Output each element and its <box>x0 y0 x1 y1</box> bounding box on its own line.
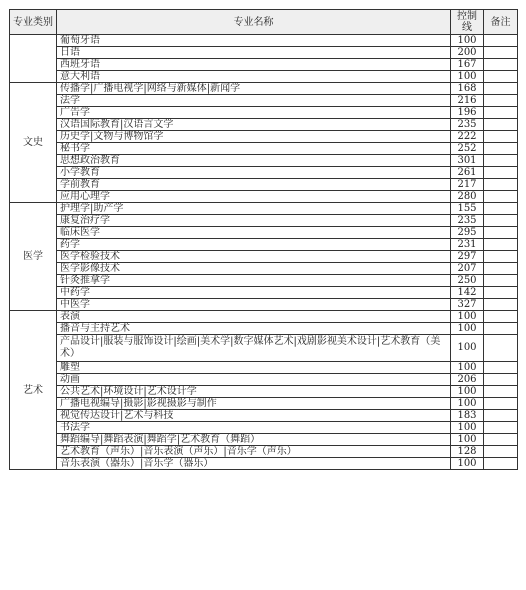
note-cell <box>484 398 518 410</box>
major-name-cell: 广告学 <box>57 107 451 119</box>
note-cell <box>484 47 518 59</box>
score-cell: 261 <box>451 167 484 179</box>
admission-score-table-container <box>9 9 517 470</box>
table-row <box>10 35 518 47</box>
table-row <box>10 155 518 167</box>
note-cell <box>484 191 518 203</box>
note-cell <box>484 215 518 227</box>
note-cell <box>484 374 518 386</box>
score-cell: 250 <box>451 275 484 287</box>
table-row <box>10 263 518 275</box>
major-name-cell: 护理学|助产学 <box>57 203 451 215</box>
score-cell: 206 <box>451 374 484 386</box>
score-cell: 216 <box>451 95 484 107</box>
table-row <box>10 203 518 215</box>
score-cell: 217 <box>451 179 484 191</box>
score-cell: 100 <box>451 335 484 362</box>
note-cell <box>484 35 518 47</box>
note-cell <box>484 323 518 335</box>
note-cell <box>484 362 518 374</box>
note-cell <box>484 386 518 398</box>
note-cell <box>484 95 518 107</box>
score-cell: 100 <box>451 35 484 47</box>
table-row <box>10 215 518 227</box>
score-cell: 222 <box>451 131 484 143</box>
note-cell <box>484 71 518 83</box>
note-cell <box>484 203 518 215</box>
category-header: 专业类别 <box>10 10 57 35</box>
note-cell <box>484 131 518 143</box>
table-row <box>10 47 518 59</box>
table-row <box>10 458 518 470</box>
table-row <box>10 167 518 179</box>
table-body <box>10 35 518 470</box>
note-cell <box>484 299 518 311</box>
major-name-cell: 医学影像技术 <box>57 263 451 275</box>
score-cell: 295 <box>451 227 484 239</box>
table-row <box>10 239 518 251</box>
table-row <box>10 131 518 143</box>
table-row <box>10 83 518 95</box>
table-row <box>10 422 518 434</box>
table-row <box>10 398 518 410</box>
note-cell <box>484 434 518 446</box>
major-name-cell: 葡萄牙语 <box>57 35 451 47</box>
table-row <box>10 410 518 422</box>
table-row <box>10 323 518 335</box>
score-cell: 168 <box>451 83 484 95</box>
note-cell <box>484 410 518 422</box>
table-row <box>10 179 518 191</box>
score-cell: 100 <box>451 458 484 470</box>
table-row <box>10 335 518 362</box>
note-cell <box>484 59 518 71</box>
score-cell: 183 <box>451 410 484 422</box>
score-cell: 100 <box>451 71 484 83</box>
major-name-cell: 广播电视编导|摄影|影视摄影与制作 <box>57 398 451 410</box>
major-name-cell: 播音与主持艺术 <box>57 323 451 335</box>
major-name-cell: 中药学 <box>57 287 451 299</box>
note-cell <box>484 107 518 119</box>
table-row <box>10 446 518 458</box>
score-cell: 100 <box>451 434 484 446</box>
table-row <box>10 362 518 374</box>
major-name-cell: 舞蹈编导|舞蹈表演|舞蹈学|艺术教育（舞蹈） <box>57 434 451 446</box>
table-row <box>10 119 518 131</box>
major-name-cell: 日语 <box>57 47 451 59</box>
major-name-cell: 中医学 <box>57 299 451 311</box>
major-name-cell: 思想政治教育 <box>57 155 451 167</box>
note-cell <box>484 335 518 362</box>
note-cell <box>484 263 518 275</box>
major-name-cell: 历史学|文物与博物馆学 <box>57 131 451 143</box>
score-cell: 327 <box>451 299 484 311</box>
table-row <box>10 107 518 119</box>
note-cell <box>484 311 518 323</box>
table-row <box>10 59 518 71</box>
major-header: 专业名称 <box>57 10 451 35</box>
note-cell <box>484 422 518 434</box>
score-cell: 100 <box>451 422 484 434</box>
major-name-cell: 康复治疗学 <box>57 215 451 227</box>
note-cell <box>484 239 518 251</box>
table-row <box>10 275 518 287</box>
score-cell: 297 <box>451 251 484 263</box>
score-cell: 100 <box>451 398 484 410</box>
table-row <box>10 95 518 107</box>
major-name-cell: 传播学|广播电视学|网络与新媒体|新闻学 <box>57 83 451 95</box>
note-cell <box>484 446 518 458</box>
note-cell <box>484 458 518 470</box>
major-name-cell: 雕塑 <box>57 362 451 374</box>
score-cell: 100 <box>451 323 484 335</box>
note-cell <box>484 83 518 95</box>
major-name-cell: 法学 <box>57 95 451 107</box>
table-row <box>10 251 518 263</box>
table-row <box>10 143 518 155</box>
major-name-cell: 公共艺术|环境设计|艺术设计学 <box>57 386 451 398</box>
table-row <box>10 71 518 83</box>
major-name-cell: 西班牙语 <box>57 59 451 71</box>
score-cell: 207 <box>451 263 484 275</box>
major-name-cell: 产品设计|服装与服饰设计|绘画|美术学|数字媒体艺术|戏剧影视美术设计|艺术教育（美术） <box>57 335 451 362</box>
table-row <box>10 299 518 311</box>
table-row <box>10 191 518 203</box>
major-name-cell: 意大利语 <box>57 71 451 83</box>
category-cell: 医学 <box>10 203 57 311</box>
score-cell: 128 <box>451 446 484 458</box>
score-cell: 155 <box>451 203 484 215</box>
note-cell <box>484 155 518 167</box>
score-cell: 167 <box>451 59 484 71</box>
score-cell: 280 <box>451 191 484 203</box>
table-row <box>10 434 518 446</box>
note-header: 备注 <box>484 10 518 35</box>
major-name-cell: 针灸推拿学 <box>57 275 451 287</box>
note-cell <box>484 251 518 263</box>
major-name-cell: 学前教育 <box>57 179 451 191</box>
score-cell: 231 <box>451 239 484 251</box>
table-row <box>10 374 518 386</box>
note-cell <box>484 119 518 131</box>
table-row <box>10 311 518 323</box>
note-cell <box>484 287 518 299</box>
major-name-cell: 艺术教育（声乐）|音乐表演（声乐）|音乐学（声乐） <box>57 446 451 458</box>
category-cell: 文史 <box>10 83 57 203</box>
score-cell: 235 <box>451 119 484 131</box>
major-name-cell: 书法学 <box>57 422 451 434</box>
score-cell: 235 <box>451 215 484 227</box>
score-cell: 200 <box>451 47 484 59</box>
major-name-cell: 小学教育 <box>57 167 451 179</box>
category-cell: 艺术 <box>10 311 57 470</box>
table-row <box>10 386 518 398</box>
note-cell <box>484 167 518 179</box>
header-row <box>10 10 518 35</box>
major-name-cell: 秘书学 <box>57 143 451 155</box>
score-cell: 196 <box>451 107 484 119</box>
note-cell <box>484 179 518 191</box>
major-name-cell: 视觉传达设计|艺术与科技 <box>57 410 451 422</box>
major-name-cell: 药学 <box>57 239 451 251</box>
major-name-cell: 表演 <box>57 311 451 323</box>
score-cell: 100 <box>451 386 484 398</box>
score-cell: 100 <box>451 311 484 323</box>
admission-score-table <box>9 9 518 470</box>
table-row <box>10 227 518 239</box>
note-cell <box>484 275 518 287</box>
note-cell <box>484 143 518 155</box>
major-name-cell: 医学检验技术 <box>57 251 451 263</box>
score-cell: 301 <box>451 155 484 167</box>
major-name-cell: 汉语国际教育|汉语言文学 <box>57 119 451 131</box>
major-name-cell: 音乐表演（器乐）|音乐学（器乐） <box>57 458 451 470</box>
score-cell: 142 <box>451 287 484 299</box>
major-name-cell: 临床医学 <box>57 227 451 239</box>
score-cell: 100 <box>451 362 484 374</box>
category-cell <box>10 35 57 83</box>
major-name-cell: 应用心理学 <box>57 191 451 203</box>
table-row <box>10 287 518 299</box>
score-header: 控制线 <box>451 10 484 35</box>
score-cell: 252 <box>451 143 484 155</box>
major-name-cell: 动画 <box>57 374 451 386</box>
note-cell <box>484 227 518 239</box>
